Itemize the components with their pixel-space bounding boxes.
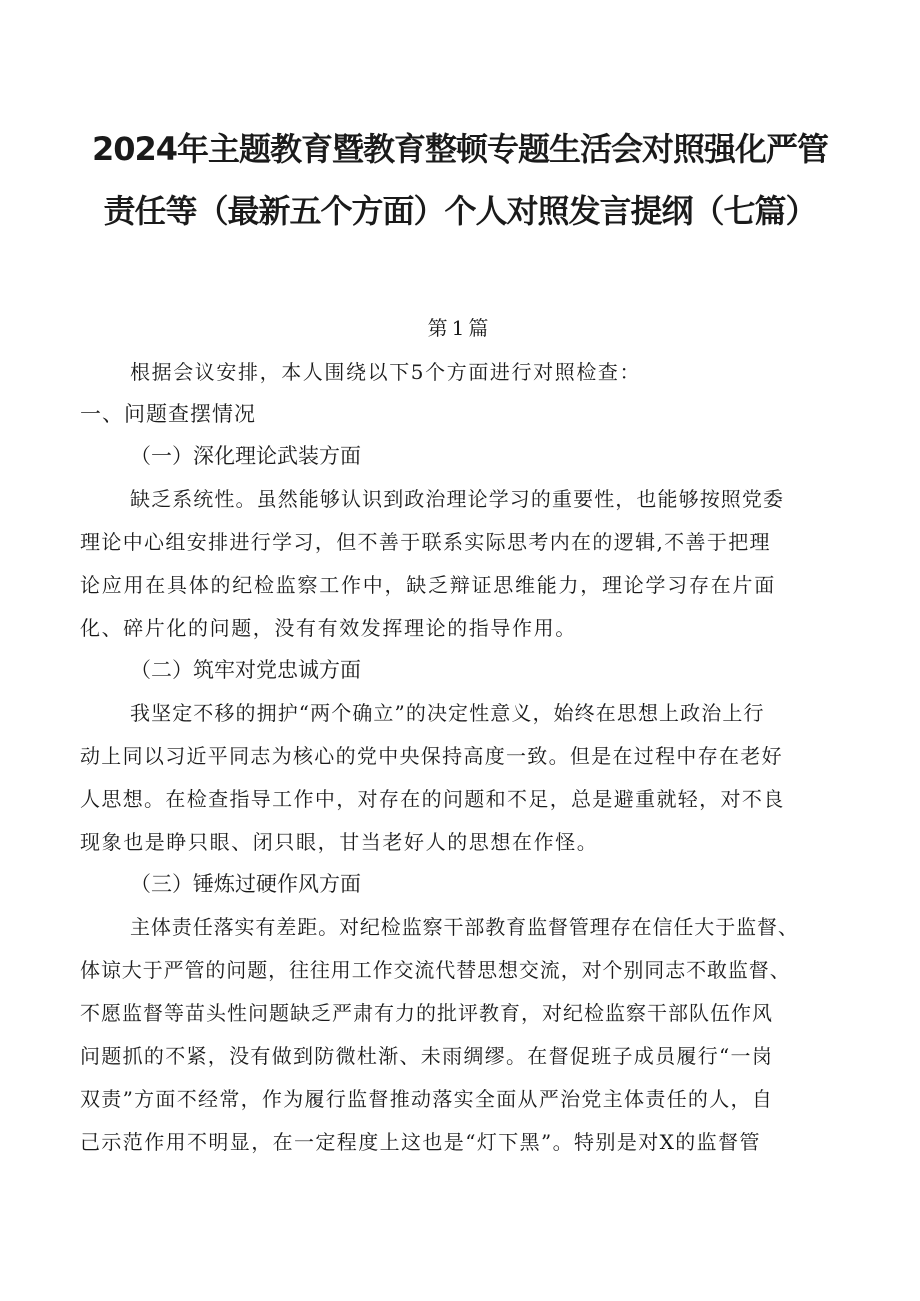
- paragraph-line: 不愿监督等苗头性问题缺乏严肃有力的批评教育，对纪检监察干部队伍作风: [80, 1001, 773, 1025]
- subsection-heading-3: （三）锤炼过硬作风方面: [130, 872, 361, 896]
- paragraph-line: 人思想。在检查指导工作中，对存在的问题和不足，总是避重就轻，对不良: [80, 787, 785, 811]
- paragraph-line: 化、碎片化的问题，没有有效发挥理论的指导作用。: [80, 616, 577, 640]
- subsection-heading-1: （一）深化理论武装方面: [130, 444, 361, 468]
- document-title-line-2: 责任等（最新五个方面）个人对照发言提纲（七篇）: [103, 192, 817, 230]
- chapter-label: 第1篇: [427, 316, 493, 340]
- paragraph-line: 体谅大于严管的问题，往往用工作交流代替思想交流，对个别同志不敢监督、: [80, 958, 791, 982]
- paragraph-line: 论应用在具体的纪检监察工作中，缺乏辩证思维能力，理论学习存在片面: [80, 573, 776, 597]
- document-title-line-1: 2024年主题教育暨教育整顿专题生活会对照强化严管: [91, 130, 829, 168]
- paragraph-line: 动上同以习近平同志为核心的党中央保持高度一致。但是在过程中存在老好: [80, 744, 783, 768]
- subsection-heading-2: （二）筑牢对党忠诚方面: [130, 658, 361, 682]
- paragraph-line: 问题抓的不紧，没有做到防微杜渐、未雨绸缪。在督促班子成员履行“一岗: [80, 1044, 774, 1068]
- paragraph-line: 理论中心组安排进行学习，但不善于联系实际思考内在的逻辑,不善于把理: [80, 530, 771, 554]
- intro-paragraph: 根据会议安排，本人围绕以下5个方面进行对照检查：: [130, 360, 642, 384]
- paragraph-line: 双责”方面不经常，作为履行监督推动落实全面从严治党主体责任的人，自: [80, 1087, 774, 1111]
- paragraph-line: 主体责任落实有差距。对纪检监察干部教育监督管理存在信任大于监督、: [130, 915, 799, 939]
- paragraph-line: 己示范作用不明显，在一定程度上这也是“灯下黑”。特别是对X的监督管: [80, 1130, 761, 1154]
- paragraph-line: 现象也是睁只眼、闭只眼，甘当老好人的思想在作怪。: [80, 830, 599, 854]
- paragraph-line: 缺乏系统性。虽然能够认识到政治理论学习的重要性，也能够按照党委: [130, 487, 785, 511]
- section-heading-1: 一、问题查摆情况: [80, 402, 256, 426]
- paragraph-line: 我坚定不移的拥护“两个确立”的决定性意义，始终在思想上政治上行: [130, 701, 765, 725]
